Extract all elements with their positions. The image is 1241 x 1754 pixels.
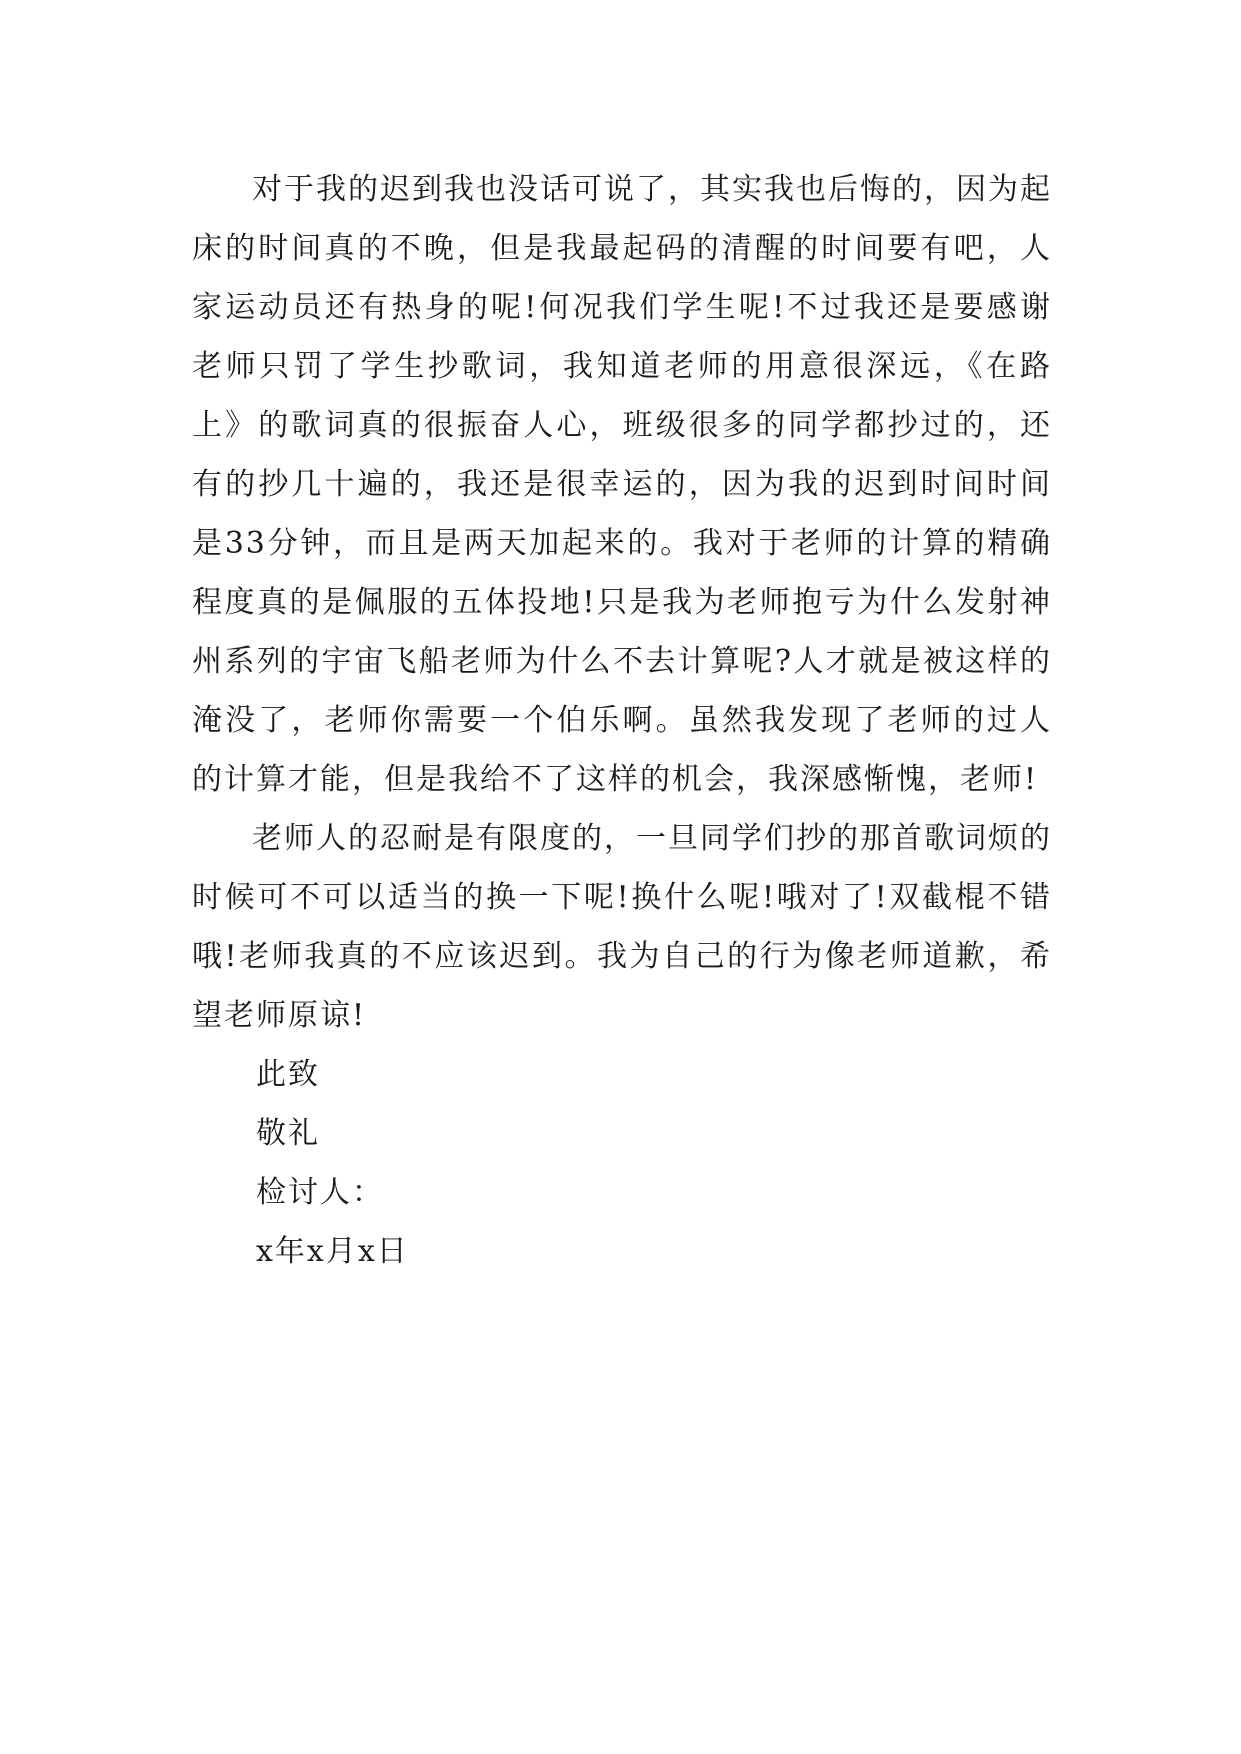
closing-salutation: 此致 [256, 1057, 320, 1092]
paragraph-2: 老师人的忍耐是有限度的，一旦同学们抄的那首歌词烦的时候可不可以适当的换一下呢!换什么呢!哦对了!双截棍不错哦!老师我真的不应该迟到。我为自己的行为像老师道歉，希望老师原谅! [192, 821, 1052, 1033]
paragraph-1: 对于我的迟到我也没话可说了，其实我也后悔的，因为起床的时间真的不晚，但是我最起码的清醒的时间要有吧，人家运动员还有热身的呢!何况我们学生呢!不过我还是要感谢老师只罚了学生抄歌词，我知道老师的用意很深远，《在路上》的歌词真的很振奋人心，班级很多的同学都抄过的，还有的抄几十遍的，我还是很幸运的，因为我的迟到时间时间是33分钟，而且是两天加起来的。我对于老师的计算的精确程度真的是佩服的五体投地!只是我为老师抱亏为什么发射神州系列的宇宙飞船老师为什么不去计算呢?人才就是被这样的淹没了，老师你需要一个伯乐啊。虽然我发现了老师的过人的计算才能，但是我给不了这样的机会，我深感惭愧，老师! [192, 172, 1052, 797]
letter-body [192, 160, 1052, 1281]
closing-regards: 敬礼 [256, 1116, 320, 1151]
signer-label: 检讨人： [256, 1175, 384, 1210]
letter-date: x年x月x日 [256, 1234, 409, 1269]
